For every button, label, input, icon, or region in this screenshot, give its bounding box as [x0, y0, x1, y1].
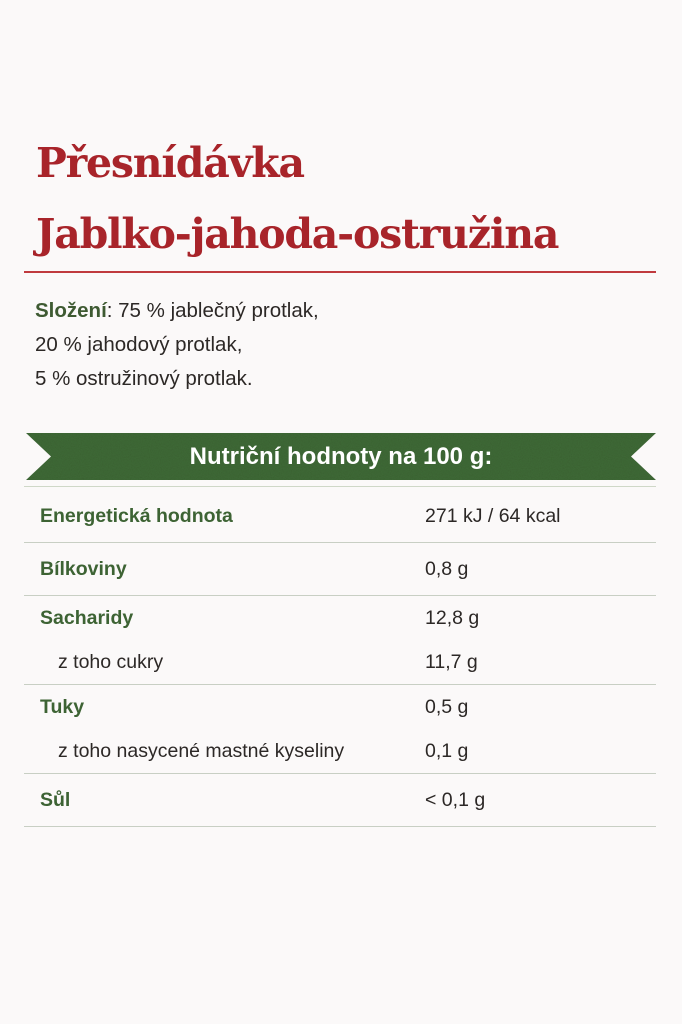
table-row	[24, 543, 656, 595]
carbs-label: Sacharidy	[40, 606, 134, 629]
table-row	[24, 685, 656, 729]
fat-value: 0,5 g	[425, 695, 469, 718]
ingredients-label: Složení	[35, 299, 107, 322]
energy-label: Energetická hodnota	[40, 504, 233, 527]
carbs-value: 12,8 g	[425, 606, 480, 629]
table-row-fat	[24, 685, 656, 774]
salt-value: < 0,1 g	[425, 788, 486, 811]
ingredients-line1-text: : 75 % jablečný protlak,	[106, 299, 319, 322]
sugars-label: z toho cukry	[58, 650, 164, 673]
title-divider	[24, 271, 656, 273]
product-title-line1: Přesnídávka	[36, 139, 304, 187]
fat-label: Tuky	[40, 695, 85, 718]
table-row-salt	[24, 774, 656, 827]
saturated-fat-label: z toho nasycené mastné kyseliny	[58, 739, 345, 762]
table-row-carbs	[24, 596, 656, 685]
table-subrow	[24, 729, 656, 773]
product-title	[36, 128, 656, 270]
table-row-energy	[24, 490, 656, 543]
saturated-fat-value: 0,1 g	[425, 739, 469, 762]
table-top-rule	[24, 486, 656, 487]
table-row-protein	[24, 543, 656, 596]
nutrition-table	[24, 490, 656, 827]
nutrition-banner	[26, 433, 656, 480]
table-row	[24, 774, 656, 826]
protein-label: Bílkoviny	[40, 557, 127, 580]
table-subrow	[24, 640, 656, 684]
nutrition-heading: Nutriční hodnoty na 100 g:	[189, 443, 493, 470]
ingredients-line-3: 5 % ostružinový protlak.	[35, 367, 253, 390]
ingredients-block	[35, 294, 635, 396]
sugars-value: 11,7 g	[425, 650, 478, 673]
ingredients-line-2: 20 % jahodový protlak,	[35, 333, 243, 356]
table-row	[24, 490, 656, 542]
protein-value: 0,8 g	[425, 557, 469, 580]
product-title-line2: Jablko-jahoda-ostružina	[36, 210, 559, 258]
table-row	[24, 596, 656, 640]
energy-value: 271 kJ / 64 kcal	[425, 504, 561, 527]
ingredients-line-1	[35, 294, 635, 328]
salt-label: Sůl	[40, 788, 71, 811]
